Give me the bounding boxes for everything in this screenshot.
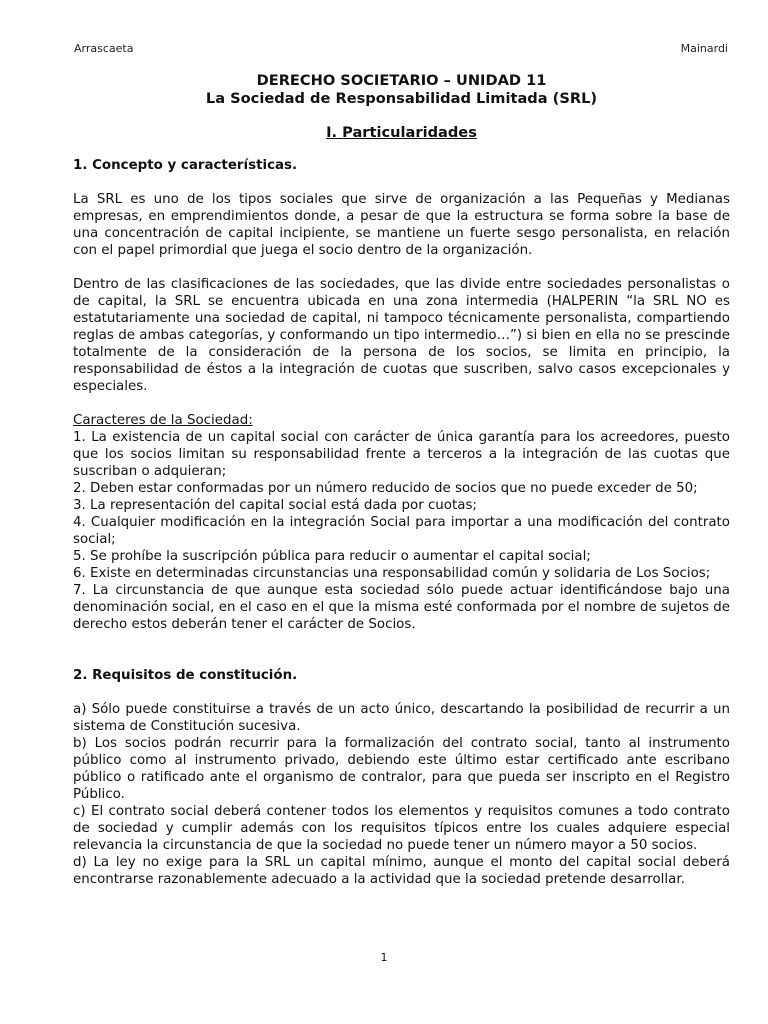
requisito-item: a) Sólo puede constituirse a través de un acto único, descartando la posibilidad de recurrir a un sistema de Constitución sucesiva. (73, 702, 730, 734)
caracter-item: 4. Cualquier modificación en la integración Social para importar a una modificación del contrato social; (73, 515, 730, 547)
document-body (73, 72, 730, 888)
page-number: 1 (380, 951, 388, 964)
caracter-item: 2. Deben estar conformadas por un número reducido de socios que no puede exceder de 50; (73, 481, 698, 496)
caracter-item: 7. La circunstancia de que aunque esta sociedad sólo puede actuar identificándose bajo una denominación social, en el caso en el que la misma esté conformada por el nombre de sujetos de derecho estos deberán tener el carácter de Socios. (73, 583, 730, 632)
section-title: I. Particularidades (326, 124, 477, 141)
document-title: DERECHO SOCIETARIO – UNIDAD 11 (256, 72, 547, 89)
caracteres-heading: Caracteres de la Sociedad: (73, 413, 253, 428)
caracter-item: 5. Se prohíbe la suscripción pública para reducir o aumentar el capital social; (73, 549, 591, 564)
document-subtitle: La Sociedad de Responsabilidad Limitada (SRL) (205, 90, 598, 107)
header-author-left: Arrascaeta (74, 42, 134, 55)
subsection-heading-requisitos: 2. Requisitos de constitución. (73, 668, 298, 683)
requisito-item: b) Los socios podrán recurrir para la formalización del contrato social, tanto al instrumento público como al instrumento privado, debiendo este último estar certificado ante escribano público o ratificado ante el organismo de contralor, para que pueda ser inscripto en el Registro Público. (73, 736, 730, 802)
paragraph-concepto-2: Dentro de las clasificaciones de las sociedades, que las divide entre sociedades personalistas o de capital, la SRL se encuentra ubicada en una zona intermedia (HALPERIN “la SRL NO es estatutariamente una sociedad de capital, ni tampoco técnicamente personalista, compartiendo reglas de ambas categorías, y conformando un tipo intermedio…”) si bien en ella no se prescinde totalmente de la consideración de la persona de los socios, se limita en principio, la responsabilidad de éstos a la integración de cuotas que suscriben, salvo casos excepcionales y especiales. (73, 277, 730, 394)
requisito-item: d) La ley no exige para la SRL un capital mínimo, aunque el monto del capital social deberá encontrarse razonablemente adecuado a la actividad que la sociedad pretende desarrollar. (73, 855, 730, 887)
caracter-item: 1. La existencia de un capital social con carácter de única garantía para los acreedores, puesto que los socios limitan su responsabilidad frente a terceros a la integración de las cuotas que suscriban o adquieran; (73, 430, 730, 479)
caracter-item: 6. Existe en determinadas circunstancias una responsabilidad común y solidaria de Los Socios; (73, 566, 711, 581)
paragraph-concepto-1: La SRL es uno de los tipos sociales que sirve de organización a las Pequeñas y Medianas empresas, en emprendimientos donde, a pesar de que la estructura se forma sobre la base de una concentración de capital incipiente, se mantiene un fuerte sesgo personalista, en relación con el papel primordial que juega el socio dentro de la organización. (73, 192, 730, 258)
subsection-heading-concepto: 1. Concepto y características. (73, 158, 298, 173)
header-author-right: Mainardi (680, 42, 728, 55)
caracter-item: 3. La representación del capital social está dada por cuotas; (73, 498, 477, 513)
requisito-item: c) El contrato social deberá contener todos los elementos y requisitos comunes a todo contrato de sociedad y cumplir además con los requisitos típicos entre los cuales adquiere especial relevancia la circunstancia de que la sociedad no puede tener un número mayor a 50 socios. (73, 804, 730, 853)
